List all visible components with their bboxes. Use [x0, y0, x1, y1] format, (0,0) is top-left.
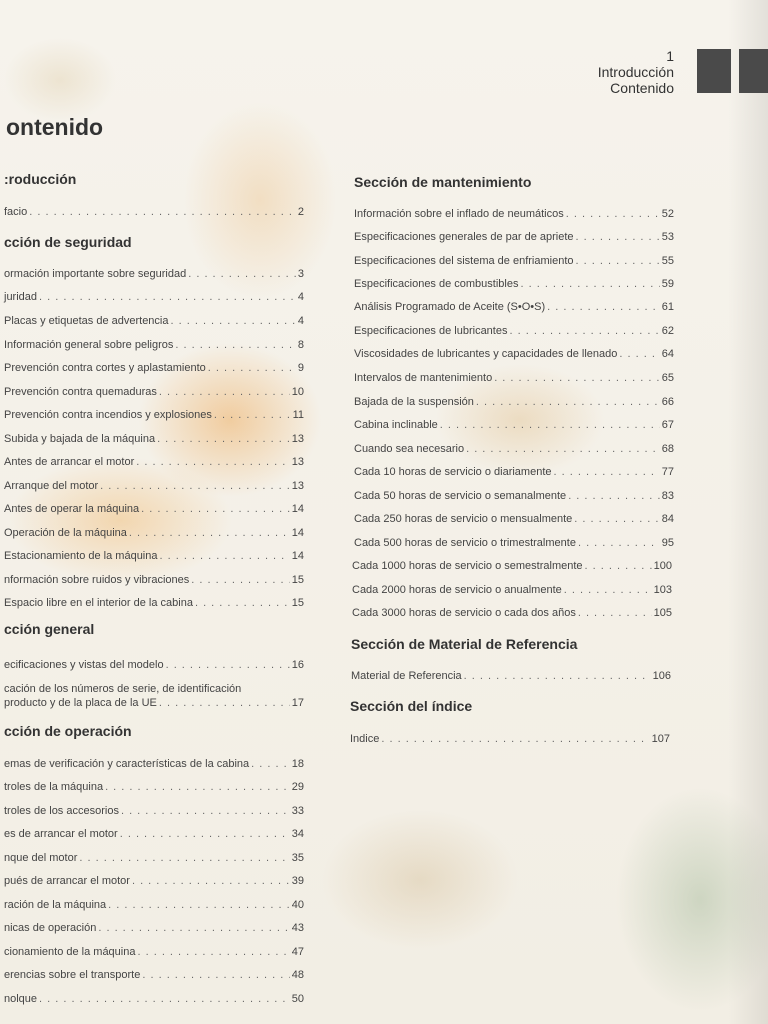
section-tab-marker: [739, 49, 768, 93]
dot-leader: [39, 993, 290, 1005]
toc-entry-label: Cada 1000 horas de servicio o semestralmente: [352, 560, 583, 572]
toc-entry-page: 100: [653, 560, 672, 572]
toc-entry[interactable]: [4, 993, 304, 1005]
toc-entry[interactable]: [4, 362, 304, 374]
toc-entry-label: Especificaciones de combustibles: [354, 278, 519, 290]
toc-entry-page: 43: [291, 922, 304, 934]
toc-entry[interactable]: [354, 443, 674, 455]
toc-entry-page: 65: [661, 372, 674, 384]
toc-entry-label: Prevención contra quemaduras: [4, 386, 157, 398]
toc-entry-label: erencias sobre el transporte: [4, 969, 141, 981]
toc-entry[interactable]: [4, 828, 304, 840]
toc-entry-page: 8: [297, 339, 304, 351]
toc-entry[interactable]: [4, 574, 304, 586]
toc-entry-label: Bajada de la suspensión: [354, 396, 474, 408]
toc-entry-page: 10: [291, 386, 304, 398]
toc-entry[interactable]: [4, 550, 304, 562]
toc-entry-label: Cada 10 horas de servicio o diariamente: [354, 466, 552, 478]
dot-leader: [576, 231, 660, 243]
toc-entry-page: 47: [291, 946, 304, 958]
toc-entry-page: 13: [291, 456, 304, 468]
toc-entry[interactable]: [4, 456, 304, 468]
toc-entry-label: Cuando sea necesario: [354, 443, 465, 455]
dot-leader: [520, 278, 659, 290]
dot-leader: [159, 696, 290, 710]
toc-entry-label: nolque: [4, 993, 38, 1005]
toc-entry[interactable]: [354, 231, 674, 243]
running-header: [598, 48, 674, 96]
toc-entry[interactable]: [354, 490, 674, 502]
toc-entry[interactable]: [4, 480, 304, 492]
dot-leader: [129, 527, 290, 539]
toc-entry[interactable]: [4, 268, 304, 280]
dot-leader: [29, 206, 296, 218]
toc-entry-label: troles de los accesorios: [4, 805, 119, 817]
dot-leader: [509, 325, 659, 337]
dot-leader: [585, 560, 652, 572]
section-heading: cción general: [4, 621, 95, 637]
toc-entry-page: 39: [291, 875, 304, 887]
toc-entry-page: 103: [653, 584, 672, 596]
toc-entry-label: Arranque del motor: [4, 480, 99, 492]
dot-leader: [171, 315, 296, 327]
dot-leader: [157, 433, 290, 445]
dot-leader: [159, 386, 290, 398]
toc-entry-label: Intervalos de mantenimiento: [354, 372, 493, 384]
toc-entry-label: Información sobre el inflado de neumáticos: [354, 208, 564, 220]
toc-entry-page: 48: [291, 969, 304, 981]
toc-entry-page: 15: [291, 597, 304, 609]
section-heading: cción de operación: [4, 723, 132, 739]
toc-entry-page: 14: [291, 550, 304, 562]
toc-entry-label: es de arrancar el motor: [4, 828, 118, 840]
toc-entry[interactable]: [4, 781, 304, 793]
toc-entry-page: 68: [661, 443, 674, 455]
toc-entry-page: 62: [661, 325, 674, 337]
toc-entry-page: 50: [291, 993, 304, 1005]
toc-entry-page: 105: [653, 607, 672, 619]
dot-leader: [141, 503, 290, 515]
toc-entry-label: Cada 250 horas de servicio o mensualmente: [354, 513, 573, 525]
dot-leader: [547, 301, 660, 313]
toc-entry[interactable]: [354, 396, 674, 408]
toc-entry-label: emas de verificación y características de la cabina: [4, 758, 250, 770]
toc-entry-label: Indice: [350, 733, 380, 745]
dot-leader: [121, 805, 290, 817]
toc-entry-page: 17: [291, 697, 304, 709]
toc-entry-label: nicas de operación: [4, 922, 97, 934]
toc-entry-page: 52: [661, 208, 674, 220]
header-line-1: Introducción: [597, 64, 674, 80]
dot-leader: [39, 291, 296, 303]
toc-entry-page: 40: [291, 899, 304, 911]
dot-leader: [381, 733, 649, 745]
section-heading: Sección del índice: [350, 698, 473, 714]
toc-entry[interactable]: [4, 315, 304, 327]
toc-entry-page: 95: [661, 537, 674, 549]
toc-entry[interactable]: [4, 206, 304, 218]
section-heading: Sección de mantenimiento: [354, 174, 532, 190]
toc-entry[interactable]: [4, 386, 304, 398]
toc-entry-page: 13: [291, 433, 304, 445]
toc-entry-page: 35: [291, 852, 304, 864]
toc-entry-page: 59: [661, 278, 674, 290]
toc-entry[interactable]: [354, 208, 674, 220]
dot-leader: [574, 513, 659, 525]
toc-entry-page: 16: [291, 659, 304, 671]
toc-entry-page: 4: [297, 315, 304, 327]
toc-entry-label: Análisis Programado de Aceite (S•O•S): [354, 301, 546, 313]
section-heading: :roducción: [4, 171, 77, 187]
toc-entry[interactable]: [350, 733, 670, 745]
toc-entry-page: 66: [661, 396, 674, 408]
dot-leader: [578, 607, 652, 619]
dot-leader: [137, 946, 289, 958]
toc-entry[interactable]: [4, 922, 304, 934]
toc-entry[interactable]: [4, 875, 304, 887]
toc-entry-page: 106: [652, 670, 671, 682]
dot-leader: [440, 419, 660, 431]
dot-leader: [564, 584, 652, 596]
toc-entry-label: Cada 2000 horas de servicio o anualmente: [352, 584, 562, 596]
dot-leader: [494, 372, 660, 384]
toc-entry-label: nformación sobre ruidos y vibraciones: [4, 574, 190, 586]
dot-leader: [191, 574, 289, 586]
dot-leader: [166, 659, 290, 671]
toc-entry[interactable]: [354, 513, 674, 525]
toc-entry-label: Cabina inclinable: [354, 419, 438, 431]
dot-leader: [466, 443, 660, 455]
toc-entry[interactable]: [4, 339, 304, 351]
toc-entry[interactable]: [352, 607, 672, 619]
toc-entry-label: Estacionamiento de la máquina: [4, 550, 158, 562]
toc-entry[interactable]: [4, 805, 304, 817]
toc-entry[interactable]: [354, 537, 674, 549]
dot-leader: [142, 969, 289, 981]
dot-leader: [108, 899, 290, 911]
toc-entry-label: Cada 50 horas de servicio o semanalmente: [354, 490, 567, 502]
toc-entry-page: 11: [292, 409, 304, 421]
toc-entry-label: Operación de la máquina: [4, 527, 127, 539]
toc-entry-label: Prevención contra cortes y aplastamiento: [4, 362, 206, 374]
toc-entry-label: ración de la máquina: [4, 899, 107, 911]
toc-entry-label: nque del motor: [4, 852, 78, 864]
page-title: ontenido: [6, 114, 104, 140]
toc-entry-label: Subida y bajada de la máquina: [4, 433, 156, 445]
toc-entry[interactable]: [4, 969, 304, 981]
toc-entry-page: 77: [661, 466, 674, 478]
dot-leader: [476, 396, 660, 408]
dot-leader: [136, 456, 290, 468]
toc-entry[interactable]: [354, 348, 674, 360]
toc-entry-label: Especificaciones de lubricantes: [354, 325, 508, 337]
dot-leader: [79, 852, 289, 864]
toc-entry-page: 29: [291, 781, 304, 793]
toc-entry-label: ecificaciones y vistas del modelo: [4, 659, 164, 671]
dot-leader: [120, 828, 290, 840]
toc-entry[interactable]: [4, 899, 304, 911]
toc-entry-page: 9: [297, 362, 304, 374]
toc-entry-label: Especificaciones del sistema de enfriamiento: [354, 255, 574, 267]
toc-entry[interactable]: [4, 291, 304, 303]
dot-leader: [554, 466, 660, 478]
toc-entry-page: 4: [297, 291, 304, 303]
dot-leader: [195, 597, 290, 609]
toc-entry-page: 18: [291, 758, 304, 770]
dot-leader: [578, 537, 660, 549]
toc-entry-page: 15: [291, 574, 304, 586]
toc-entry-label: pués de arrancar el motor: [4, 875, 130, 887]
page-number: 1: [666, 48, 674, 64]
toc-entry-label: producto y de la placa de la UE: [4, 697, 157, 709]
toc-entry[interactable]: [352, 560, 672, 572]
dot-leader: [251, 758, 290, 770]
toc-entry-label: Cada 500 horas de servicio o trimestralmente: [354, 537, 576, 549]
toc-entry-page: 64: [661, 348, 674, 360]
section-heading: Sección de Material de Referencia: [351, 636, 578, 652]
section-tab-marker: [697, 49, 731, 93]
toc-entry-label: Prevención contra incendios y explosiones: [4, 409, 212, 421]
page-edge-shadow: [728, 0, 768, 1024]
toc-entry[interactable]: [4, 946, 304, 958]
toc-entry[interactable]: [354, 255, 674, 267]
dot-leader: [100, 480, 290, 492]
toc-entry-page: 33: [291, 805, 304, 817]
toc-entry-page: 14: [291, 503, 304, 515]
dot-leader: [175, 339, 296, 351]
toc-entry[interactable]: [354, 372, 674, 384]
toc-entry-label: Especificaciones generales de par de apriete: [354, 231, 574, 243]
header-line-2: Contenido: [610, 80, 674, 96]
dot-leader: [566, 208, 660, 220]
toc-entry-label: juridad: [4, 291, 38, 303]
toc-entry[interactable]: [352, 584, 672, 596]
dot-leader: [188, 268, 296, 280]
toc-entry-page: 67: [661, 419, 674, 431]
toc-entry-page: 55: [661, 255, 674, 267]
toc-entry-label: facio: [4, 206, 28, 218]
toc-entry[interactable]: [4, 527, 304, 539]
toc-entry[interactable]: [354, 466, 674, 478]
toc-entry[interactable]: [354, 325, 674, 337]
toc-entry[interactable]: cación de los números de serie, de identificación producto y de la placa de la UE . . . 17: [4, 682, 304, 710]
toc-entry-page: 61: [661, 301, 674, 313]
toc-entry[interactable]: [4, 758, 304, 770]
toc-entry[interactable]: [4, 409, 304, 421]
toc-entry-label: Placas y etiquetas de advertencia: [4, 315, 169, 327]
toc-entry[interactable]: [351, 670, 671, 682]
toc-entry[interactable]: [4, 659, 304, 671]
toc-entry[interactable]: [354, 419, 674, 431]
dot-leader: [619, 348, 659, 360]
toc-entry-label: Antes de arrancar el motor: [4, 456, 135, 468]
toc-entry[interactable]: [354, 278, 674, 290]
toc-entry-page: 53: [661, 231, 674, 243]
toc-entry-page: 84: [661, 513, 674, 525]
dot-leader: [568, 490, 660, 502]
toc-entry[interactable]: [4, 503, 304, 515]
dot-leader: [464, 670, 651, 682]
section-heading: cción de seguridad: [4, 234, 132, 250]
toc-entry-label: Espacio libre en el interior de la cabina: [4, 597, 193, 609]
toc-entry-label: Material de Referencia: [351, 670, 462, 682]
toc-entry-label: troles de la máquina: [4, 781, 104, 793]
toc-entry-page: 107: [651, 733, 670, 745]
dot-leader: [159, 550, 289, 562]
dot-leader: [132, 875, 290, 887]
toc-entry-page: 34: [291, 828, 304, 840]
dot-leader: [214, 409, 291, 421]
dot-leader: [105, 781, 290, 793]
toc-entry-label: Antes de operar la máquina: [4, 503, 140, 515]
toc-entry[interactable]: [4, 433, 304, 445]
toc-entry-label: ormación importante sobre seguridad: [4, 268, 187, 280]
dot-leader: [98, 922, 289, 934]
dot-leader: [208, 362, 296, 374]
toc-entry-page: 13: [291, 480, 304, 492]
toc-entry-label: Cada 3000 horas de servicio o cada dos años: [352, 607, 576, 619]
dot-leader: [576, 255, 660, 267]
toc-entry[interactable]: [354, 301, 674, 313]
toc-entry[interactable]: [4, 597, 304, 609]
toc-entry-page: 2: [297, 206, 304, 218]
toc-entry-page: 83: [661, 490, 674, 502]
toc-entry-label: Información general sobre peligros: [4, 339, 174, 351]
toc-entry-page: 3: [297, 268, 304, 280]
toc-entry-label: cionamiento de la máquina: [4, 946, 136, 958]
toc-entry-label: Viscosidades de lubricantes y capacidades de llenado: [354, 348, 618, 360]
toc-entry-page: 14: [291, 527, 304, 539]
toc-entry[interactable]: [4, 852, 304, 864]
